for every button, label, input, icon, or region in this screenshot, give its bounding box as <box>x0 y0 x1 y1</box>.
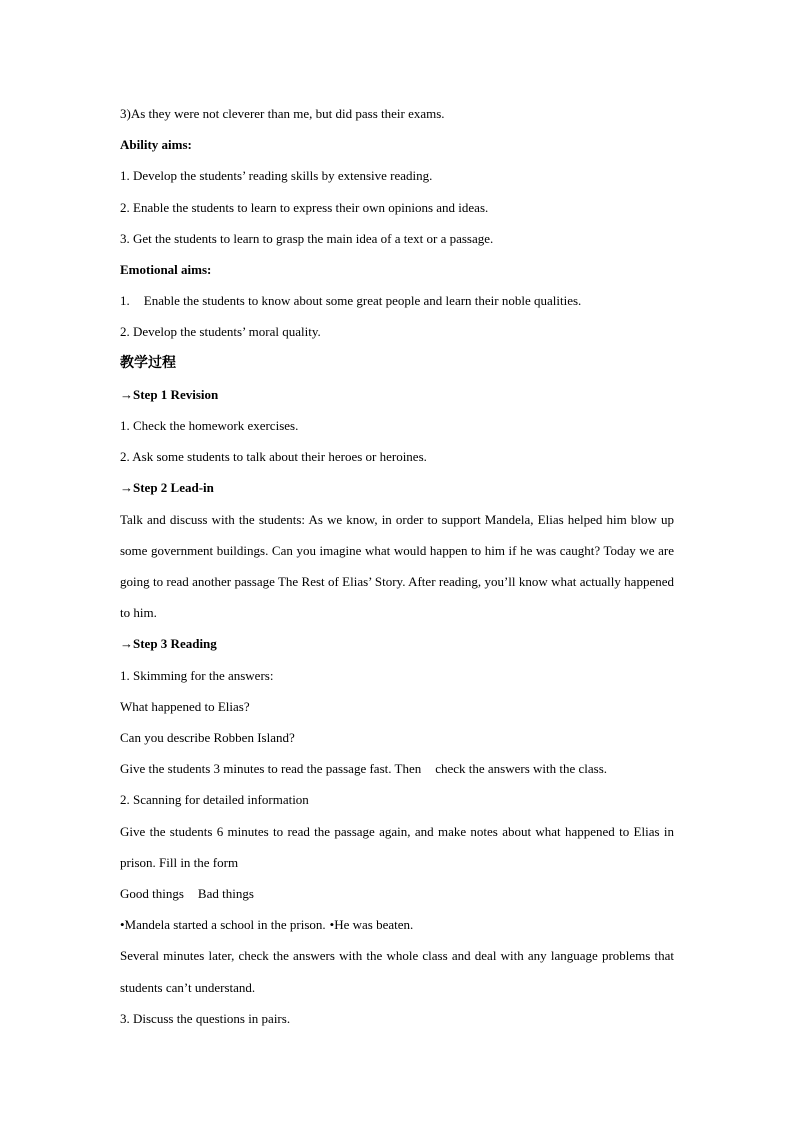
teaching-procedure-heading: 教学过程 <box>120 354 176 371</box>
step2-heading: →Step 2 Lead-in <box>120 480 214 496</box>
skimming-time-instruction <box>120 753 674 784</box>
form-bad-entry: •He was beaten. <box>329 917 414 933</box>
ability-aim-2: 2. Enable the students to learn to express their own opinions and ideas. <box>120 199 489 215</box>
step1-heading: →Step 1 Revision <box>120 386 219 402</box>
document-page <box>120 98 674 1034</box>
emotional-aim-2: 2. Develop the students’ moral quality. <box>120 324 321 340</box>
skimming-time-instruction-part1: Give the students 3 minutes to read the passage fast. Then <box>120 761 422 777</box>
ability-aim-3: 3. Get the students to learn to grasp the main idea of a text or a passage. <box>120 230 494 246</box>
skimming-instruction: 1. Skimming for the answers: <box>120 667 274 683</box>
form-column-bad-things: Bad things <box>197 886 254 902</box>
scanning-instruction: 2. Scanning for detailed information <box>120 792 309 808</box>
step1-item-2: 2. Ask some students to talk about their heroes or heroines. <box>120 449 427 465</box>
emotional-aims-heading: Emotional aims: <box>120 262 212 278</box>
skimming-time-instruction-part2: check the answers with the class. <box>435 761 608 777</box>
ability-aims-heading: Ability aims: <box>120 137 192 153</box>
form-entry-row <box>120 909 674 940</box>
skimming-question-1: What happened to Elias? <box>120 698 250 714</box>
ability-aim-1: 1. Develop the students’ reading skills by extensive reading. <box>120 168 433 184</box>
emotional-aim-1 <box>120 285 674 316</box>
knowledge-item-3: 3)As they were not cleverer than me, but did pass their exams. <box>120 106 445 121</box>
step3-heading: →Step 3 Reading <box>120 636 217 652</box>
form-column-good-things: Good things <box>120 886 184 902</box>
check-answers-paragraph: Several minutes later, check the answers with the whole class and deal with any language problems that students can’t understand. <box>120 948 674 995</box>
form-header-row <box>120 878 674 909</box>
skimming-question-2: Can you describe Robben Island? <box>120 730 295 746</box>
step2-paragraph: Talk and discuss with the students: As we know, in order to support Mandela, Elias helped him blow up some government buildings. Can you imagine what would happen to him if he was caught? Today we are going to read another passage The Rest of Elias’ Story. After reading, you’ll know what actually happened to him. <box>120 511 674 621</box>
scanning-paragraph: Give the students 6 minutes to read the passage again, and make notes about what happened to Elias in prison. Fill in the form <box>120 823 674 870</box>
emotional-aim-1-text: Enable the students to know about some great people and learn their noble qualities. <box>143 293 582 309</box>
emotional-aim-1-number: 1. <box>120 293 130 309</box>
discuss-instruction: 3. Discuss the questions in pairs. <box>120 1010 291 1026</box>
step1-item-1: 1. Check the homework exercises. <box>120 418 299 434</box>
form-good-entry: •Mandela started a school in the prison. <box>120 917 326 933</box>
